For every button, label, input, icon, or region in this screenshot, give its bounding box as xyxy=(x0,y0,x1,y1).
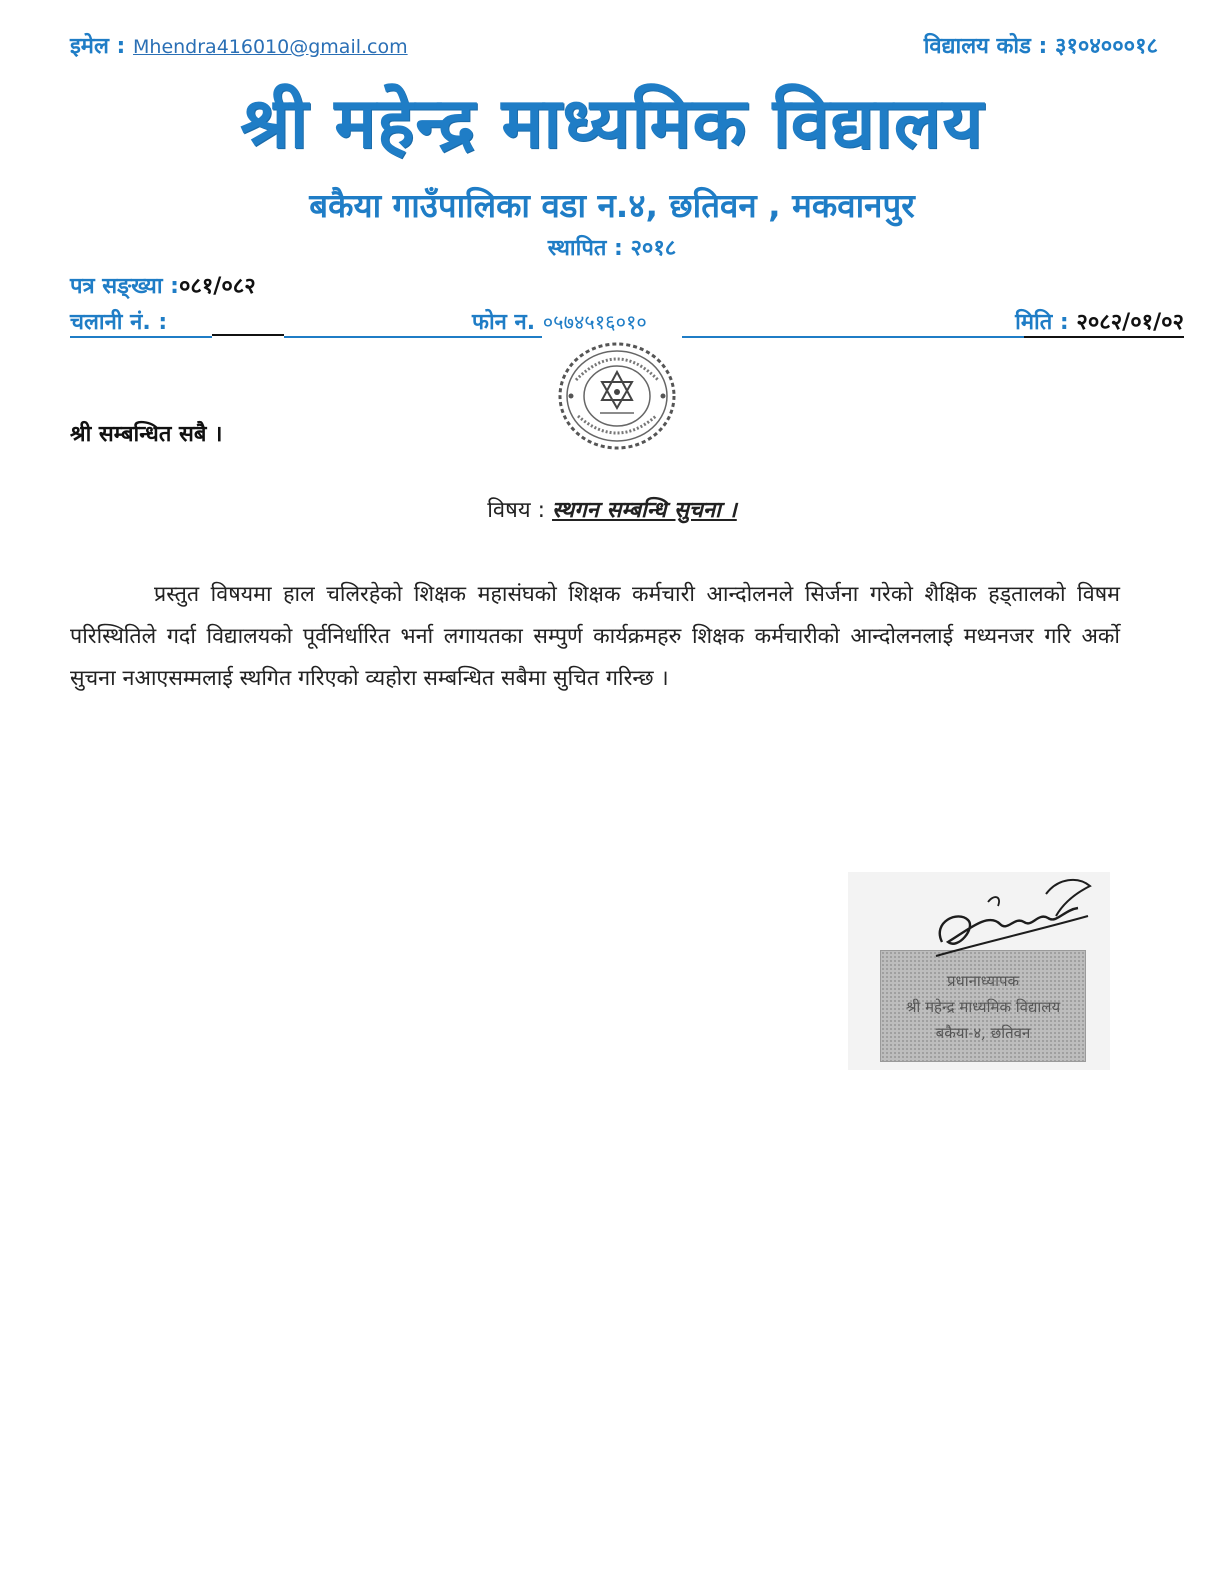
school-code-label: विद्यालय कोड : xyxy=(923,34,1048,59)
email-link[interactable]: Mhendra416010@gmail.com xyxy=(133,36,408,58)
email-row xyxy=(70,30,408,60)
reference-row xyxy=(70,306,1184,340)
letter-number xyxy=(70,270,256,300)
school-code xyxy=(924,30,1158,60)
date-label: मिति : xyxy=(1015,310,1069,335)
divider-line xyxy=(70,336,212,338)
date xyxy=(1015,306,1184,336)
principal-signature-stamp xyxy=(848,872,1110,1070)
school-name-heading: श्री महेन्द्र माध्यमिक विद्यालय xyxy=(240,82,984,164)
letter-number-value: ०८१/०८२ xyxy=(178,274,256,299)
letter-body: प्रस्तुत विषयमा हाल चलिरहेको शिक्षक महासंघको शिक्षक कर्मचारी आन्दोलनले सिर्जना गरेको शैक्षिक हड्तालको विषम परिस्थितिले गर्दा विद्यालयको पूर्वनिर्धारित भर्ना लगायतका सम्पुर्ण कार्यक्रमहरु शिक्षक कर्मचारीको आन्दोलनलाई मध्यनजर गरि अर्को सुचना नआएसम्मलाई स्थगित गरिएको व्यहोरा सम्बन्धित सबैमा सुचित गरिन्छ । xyxy=(70,582,1120,691)
email-label: इमेल : xyxy=(70,34,126,59)
school-address: बकैया गाउँपालिका वडा न.४, छतिवन , मकवानपुर xyxy=(309,186,915,225)
stamp-title: प्रधानाध्यापक xyxy=(946,972,1020,990)
dispatch-number-blank xyxy=(212,334,284,336)
divider-line xyxy=(284,336,542,338)
subject-text: स्थगन सम्बन्धि सुचना । xyxy=(552,498,737,523)
school-code-value: ३१०४०००१८ xyxy=(1055,34,1158,59)
letter-number-label: पत्र सङ्ख्या : xyxy=(70,274,179,299)
established-year: स्थापित : २०१८ xyxy=(547,236,677,261)
stamp-school: श्री महेन्द्र माध्यमिक विद्यालय xyxy=(905,998,1061,1016)
recipient-line: श्री सम्बन्धित सबै । xyxy=(70,422,223,447)
phone-label: फोन न. xyxy=(472,310,536,335)
subject-label: विषय : xyxy=(487,498,546,523)
dispatch-number-label: चलानी नं. : xyxy=(70,310,168,335)
school-seal-stamp xyxy=(556,340,678,452)
subject-line xyxy=(0,494,1224,524)
stamp-place: बकैया-४, छतिवन xyxy=(935,1024,1031,1042)
phone-value: ०५७४५१६०१० xyxy=(542,310,647,334)
date-underline xyxy=(1024,336,1184,338)
divider-line xyxy=(682,336,1024,338)
date-value: २०८२/०१/०२ xyxy=(1076,310,1184,335)
handwritten-signature xyxy=(928,872,1098,972)
phone xyxy=(472,306,647,336)
